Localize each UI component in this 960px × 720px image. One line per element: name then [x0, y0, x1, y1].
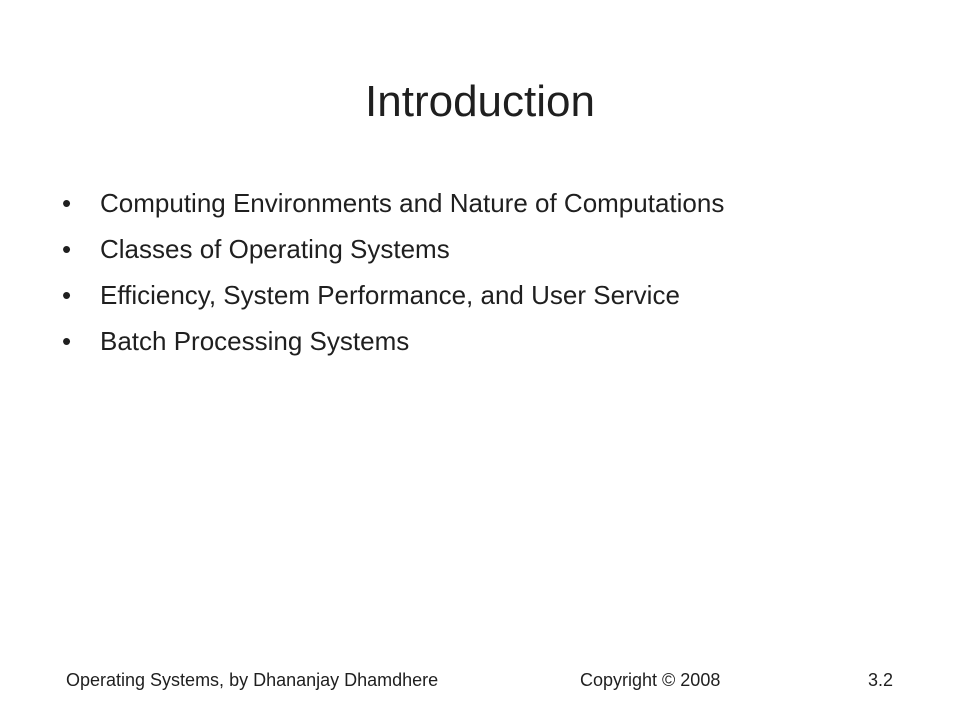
- bullet-icon: •: [62, 326, 72, 356]
- bullet-item: [62, 272, 922, 318]
- footer-book-credit: Operating Systems, by Dhananjay Dhamdhere: [66, 670, 439, 690]
- slide-title: Introduction: [365, 77, 595, 126]
- footer-copyright: Copyright © 2008: [580, 670, 721, 690]
- bullet-text: Batch Processing Systems: [100, 326, 410, 356]
- bullet-icon: •: [62, 234, 72, 264]
- bullet-icon: •: [62, 280, 72, 310]
- bullet-icon: •: [62, 188, 72, 218]
- bullet-text: Efficiency, System Performance, and User Service: [100, 280, 680, 310]
- bullet-text: Classes of Operating Systems: [100, 234, 450, 264]
- bullet-item: [62, 180, 922, 226]
- bullet-list: [62, 180, 922, 364]
- slide-number: 3.2: [868, 670, 894, 690]
- bullet-text: Computing Environments and Nature of Computations: [100, 188, 725, 218]
- bullet-item: [62, 318, 922, 364]
- bullet-item: [62, 226, 922, 272]
